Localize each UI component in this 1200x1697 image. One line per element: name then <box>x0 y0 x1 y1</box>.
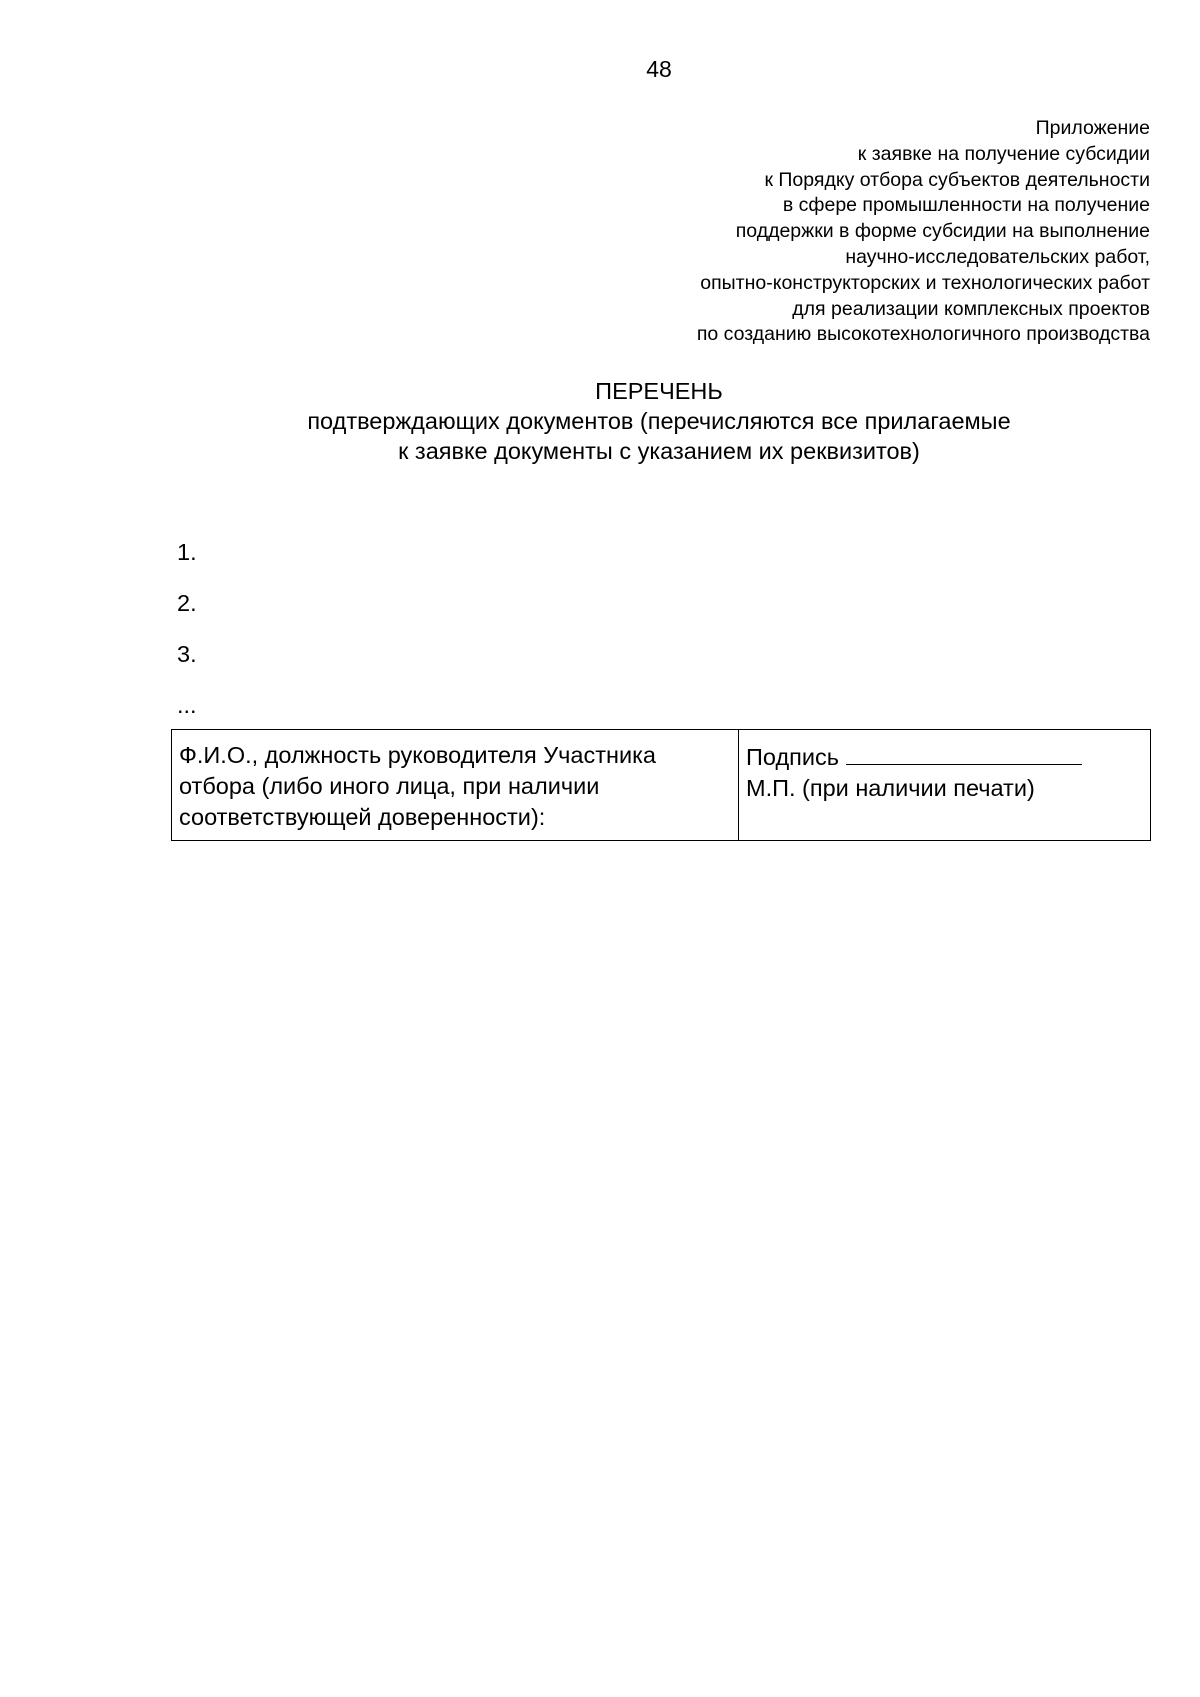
page-number: 48 <box>646 56 672 82</box>
signatory-label-line: соответствующей доверенности): <box>179 804 546 830</box>
appendix-note-line: поддержки в форме субсидии на выполнение <box>735 220 1150 243</box>
table-row <box>172 730 1151 841</box>
list-item: 3. <box>177 641 197 667</box>
appendix-note-line: в сфере промышленности на получение <box>782 194 1150 217</box>
document-list <box>177 537 197 741</box>
list-item: 1. <box>177 539 197 565</box>
list-item: ... <box>177 692 197 718</box>
appendix-note-line: по созданию высокотехнологичного производства <box>696 323 1150 346</box>
signature-cell <box>739 730 1151 841</box>
signatory-label-line: отбора (либо иного лица, при наличии <box>179 773 600 799</box>
appendix-note <box>697 116 1150 348</box>
document-subtitle-line: подтверждающих документов (перечисляются все прилагаемые <box>307 408 1011 434</box>
signature-table <box>171 729 1151 841</box>
document-subtitle-line: к заявке документы с указанием их реквизитов) <box>398 438 920 464</box>
list-item: 2. <box>177 590 197 616</box>
appendix-note-line: к заявке на получение субсидии <box>857 142 1150 165</box>
document-heading <box>0 376 1200 466</box>
signature-line <box>846 740 1082 765</box>
signature-label: Подпись <box>746 744 840 770</box>
appendix-note-line: опытно-конструкторских и технологических работ <box>700 271 1150 294</box>
signature-row <box>746 740 1143 773</box>
appendix-note-line: научно-исследовательских работ, <box>845 245 1150 268</box>
stamp-label: М.П. (при наличии печати) <box>746 775 1035 801</box>
signatory-cell <box>172 730 739 841</box>
signatory-label-line: Ф.И.О., должность руководителя Участника <box>179 742 656 768</box>
appendix-note-line: для реализации комплексных проектов <box>792 297 1150 320</box>
appendix-note-line: к Порядку отбора субъектов деятельности <box>764 168 1150 191</box>
appendix-note-line: Приложение <box>1035 117 1150 139</box>
document-title: ПЕРЕЧЕНЬ <box>595 378 723 404</box>
